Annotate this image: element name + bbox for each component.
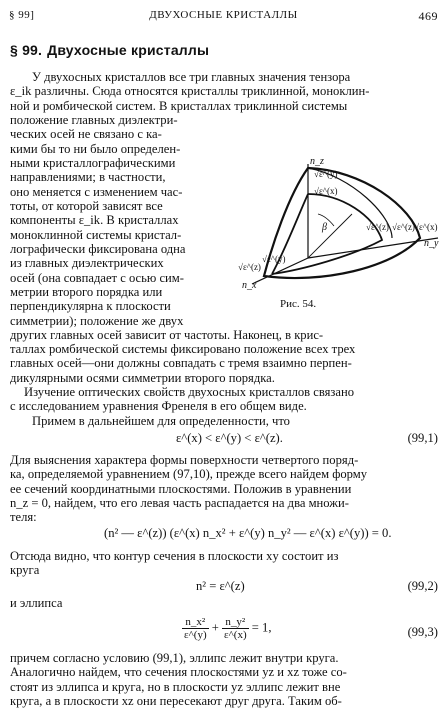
equation-99-1 (176, 431, 283, 446)
text-line: Примем в дальнейшем для определенности, что (32, 414, 290, 428)
text-line: стоят из эллипса и круга, но в плоскости yz эллипс лежит вне (10, 679, 341, 694)
text-line: направлениями; в частности, (10, 170, 166, 185)
section-number: § 99. (10, 42, 43, 58)
text-line: дикулярными осями симметрии второго порядка. (10, 370, 275, 385)
text-line: Изучение оптических свойств двухосных кристаллов связано (24, 385, 355, 399)
sqrt-eps-y-left: √ε^(y) (262, 254, 286, 264)
sqrt-eps-z-right: √ε^(z) (392, 222, 415, 232)
equation-99-2 (196, 579, 245, 594)
denominator: ε^(y) (184, 629, 207, 641)
text-line: ными кристаллографическими (10, 156, 176, 171)
text-line: У двухосных кристаллов все три главных значения тензора (32, 70, 351, 84)
equation-99-3: $\frac{\text{n\_x²}}{\varepsilon\^{}(y)}$ + $\frac{\text{n\_y²}}{\varepsilon\^{}(x)}$ = 1, (184, 616, 272, 641)
equation-number: (99,2) (407, 579, 438, 593)
text-line: ε_ik различны. Сюда относятся кристаллы триклинной, моноклин- (10, 84, 370, 99)
equation-text: n² = ε^(z) (196, 579, 245, 593)
text-line: Аналогично найдем, что сечения плоскостями yz и xz тоже со- (10, 665, 347, 680)
text-line: других главных осей зависит от частоты. Наконец, в крис- (10, 328, 324, 343)
text-line: теля: (10, 510, 37, 525)
paragraph-5 (10, 549, 437, 578)
denominator: ε^(x) (224, 629, 247, 641)
text-line: таллах ромбической системы фиксировано положение всех трех (10, 342, 356, 356)
sqrt-eps-x-right: √ε^(x) (414, 222, 438, 232)
text-line: ческих осей не связано с ка- (10, 127, 162, 142)
text-line: круга, а в плоскости xz они пересекают друг друга. Таким об- (10, 694, 342, 709)
paragraph-1-head (10, 70, 437, 113)
section-title: Двухосные кристаллы (47, 42, 210, 58)
wave-surface-diagram (242, 156, 442, 336)
fraction (182, 616, 209, 641)
optic-axis (308, 214, 352, 258)
numerator: n_y² (222, 616, 249, 629)
paragraph-4 (10, 453, 437, 525)
text-line: и эллипса (10, 596, 63, 610)
text-line: n_z = 0, найдем, что его левая часть распадается на два множи- (10, 496, 349, 511)
text-line: моноклинной системы кристал- (10, 227, 182, 242)
text-line: причем согласно условию (99,1), эллипс лежит внутри круга. (10, 651, 339, 665)
beta-label: β (322, 222, 327, 233)
nz-label: n_z (310, 156, 324, 167)
equation-factorization (104, 526, 392, 541)
sqrt-eps-y-top: √ε^(y) (314, 169, 338, 179)
text-line: ной и ромбической систем. В кристаллах триклинной системы (10, 98, 348, 113)
sqrt-eps-z-left: √ε^(z) (238, 262, 261, 272)
text-line: симметрии); положение же двух (10, 313, 184, 328)
text-line: лографически фиксирована одна (10, 242, 186, 257)
running-title: ДВУХОСНЫЕ КРИСТАЛЛЫ (149, 9, 298, 21)
equation-number: (99,1) (407, 431, 438, 445)
text-line: метрии второго порядка или (10, 285, 163, 300)
ny-label: n_y (424, 238, 439, 249)
text-line: круга (10, 563, 40, 578)
equation-text: ε^(x) < ε^(y) < ε^(z). (176, 431, 283, 445)
text-line: главных осей—они должны совпадать с тремя взаимно перпен- (10, 356, 352, 371)
paragraph-1-tail (10, 342, 437, 385)
figure-caption: Рис. 54. (280, 298, 317, 310)
text-line: положение главных диэлектри- (10, 113, 178, 127)
text-line: из главных диэлектрических (10, 256, 164, 271)
text-line: компоненты ε_ik. В кристаллах (10, 213, 179, 228)
text-line: ка, определяемой уравнением (97,10), прежде всего найдем форму (10, 467, 368, 482)
paragraph-7 (10, 651, 437, 708)
paragraph-6 (10, 596, 437, 610)
running-header (9, 9, 438, 25)
text-line: с исследованием уравнения Френеля в его общем виде. (10, 399, 307, 414)
equation-text: (n² — ε^(z)) (ε^(x) n_x² + ε^(y) n_y² — ε^(x) ε^(y)) = 0. (104, 526, 392, 540)
section-reference: § 99] (9, 9, 35, 21)
section-heading (10, 42, 209, 58)
figure-54 (238, 156, 442, 336)
text-line: Для выяснения характера формы поверхности четвертого поряд- (10, 453, 359, 467)
text-line: тоты, от которой зависят все (10, 199, 163, 214)
text-line: перпендикулярна к плоскости (10, 299, 171, 314)
page-number: 469 (418, 9, 438, 23)
paragraph-3 (10, 414, 437, 428)
fraction (222, 616, 249, 641)
equation-number: (99,3) (407, 625, 438, 639)
text-line: оно меняется с изменением час- (10, 184, 183, 199)
text-line: осей (она совпадает с осью сим- (10, 270, 184, 285)
equation-rhs: = 1, (251, 620, 272, 635)
text-line: кими бы то ни было определен- (10, 141, 181, 156)
text-line: Отсюда видно, что контур сечения в плоскости xy состоит из (10, 549, 339, 563)
sqrt-eps-x-top: √ε^(x) (314, 186, 338, 196)
paragraph-2 (10, 385, 437, 414)
numerator: n_x² (182, 616, 209, 629)
sqrt-eps-z-mid: √ε^(z) (366, 222, 389, 232)
nx-label: n_x (242, 280, 257, 291)
text-line: ее сечений координатными плоскостями. Положив в уравнении (10, 481, 352, 496)
